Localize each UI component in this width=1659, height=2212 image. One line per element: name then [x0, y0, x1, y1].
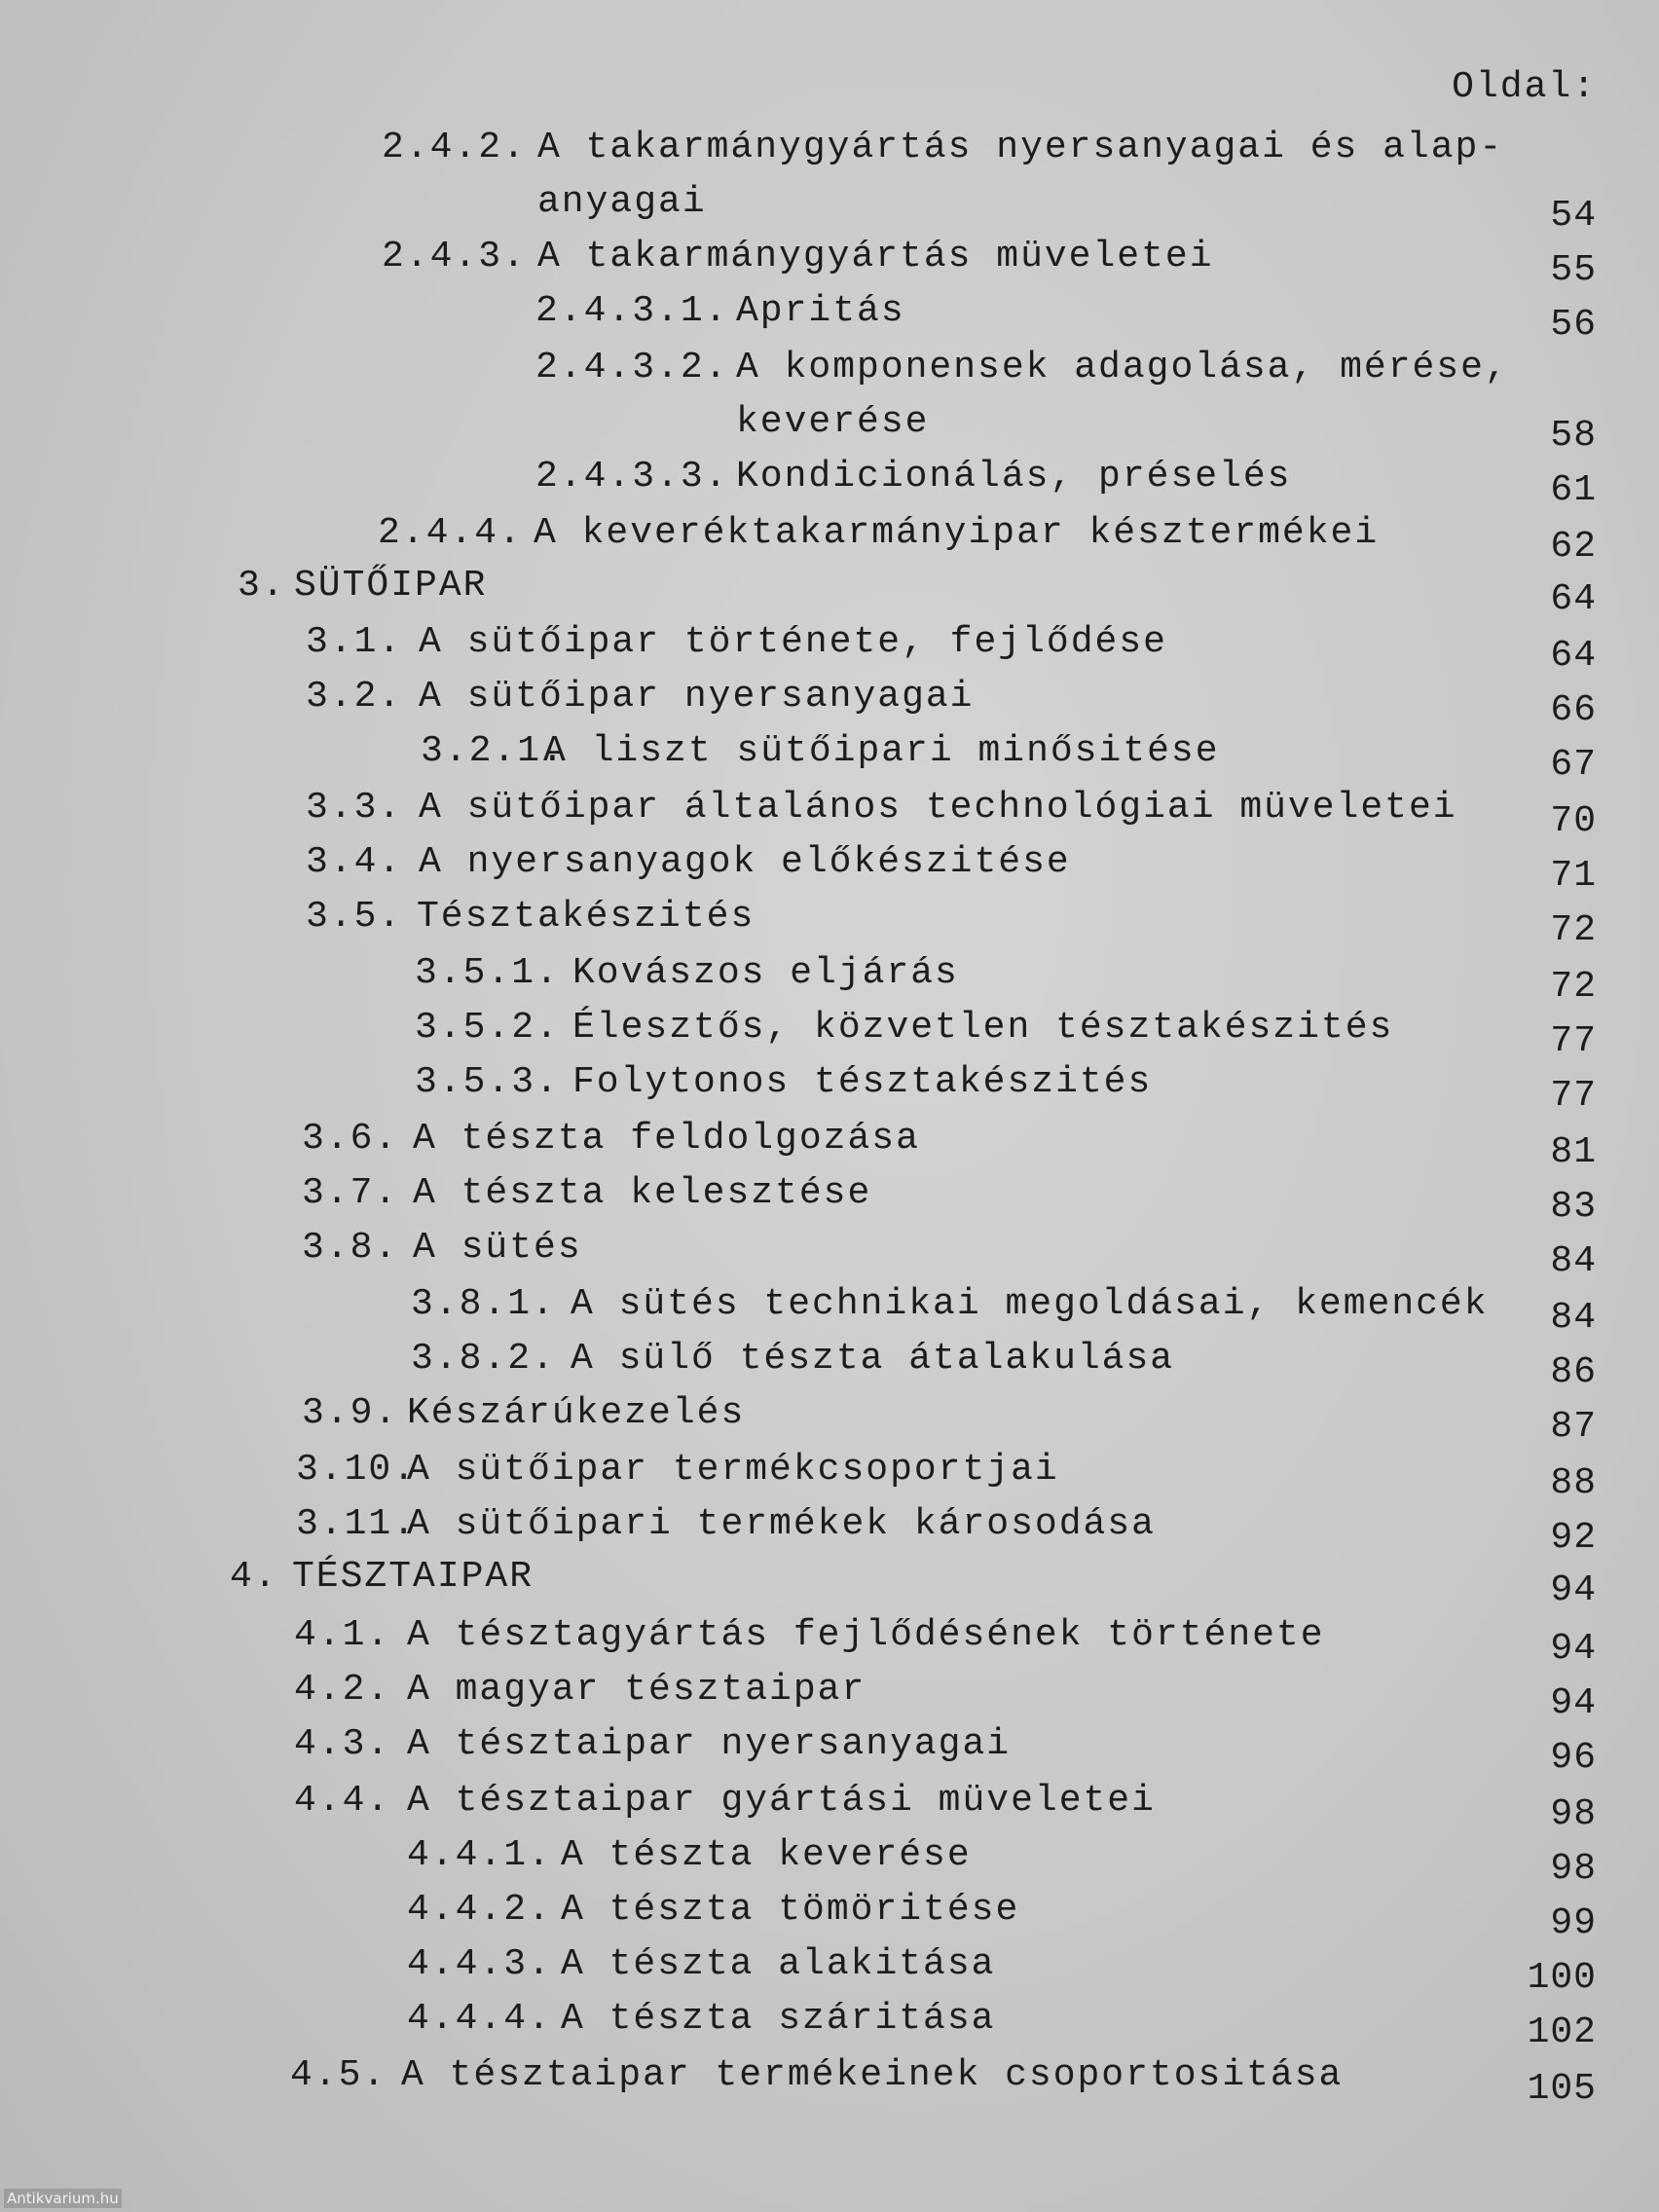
toc-entry — [0, 841, 1659, 896]
toc-entry-page-number: 105 — [1527, 2068, 1597, 2110]
toc-entry-number: 3.2.1. — [421, 730, 566, 772]
toc-entry-title: SÜTŐIPAR — [294, 565, 488, 607]
toc-entry-title: A magyar tésztaipar — [407, 1669, 866, 1711]
toc-entry — [0, 730, 1659, 785]
toc-entry-number: 3.8.2. — [411, 1338, 556, 1380]
toc-entry-page-number: 71 — [1550, 855, 1597, 897]
toc-entry-number: 3.3. — [306, 787, 403, 829]
toc-entry-title: A takarmánygyártás nyersanyagai és alap- — [537, 127, 1504, 168]
toc-entry — [0, 676, 1659, 730]
toc-entry-number: 2.4.3.3. — [535, 456, 729, 498]
toc-entry — [0, 896, 1659, 950]
toc-entry-title: TÉSZTAIPAR — [292, 1556, 535, 1598]
toc-entry-title: Készárúkezelés — [407, 1392, 746, 1434]
toc-entry — [0, 565, 1659, 619]
toc-entry — [0, 512, 1659, 567]
toc-entry — [0, 787, 1659, 841]
toc-entry-title: A takarmánygyártás müveletei — [537, 236, 1214, 277]
toc-entry-page-number: 96 — [1550, 1737, 1597, 1779]
toc-entry-page-number: 64 — [1550, 635, 1597, 677]
toc-entry-page-number: 100 — [1527, 1957, 1597, 1999]
toc-entry-title: Apritás — [736, 290, 905, 332]
toc-entry-title: A tésztagyártás fejlődésének története — [407, 1614, 1325, 1656]
toc-entry-title: A sütőipar termékcsoportjai — [407, 1449, 1059, 1491]
toc-entry-title: A tészta alakitása — [561, 1943, 996, 1985]
toc-entry-number: 4.4.2. — [407, 1889, 552, 1931]
toc-entry — [0, 401, 1659, 456]
toc-entry-page-number: 102 — [1527, 2011, 1597, 2053]
toc-entry-title: A tészta kelesztése — [413, 1172, 872, 1214]
toc-entry-page-number: 94 — [1550, 1682, 1597, 1724]
toc-entry — [0, 1780, 1659, 1834]
toc-entry-number: 3.1. — [306, 621, 403, 663]
toc-entry-number: 3.5. — [306, 896, 403, 938]
toc-entry-title: A sütőipar nyersanyagai — [419, 676, 975, 718]
toc-entry-title: A sütőipar története, fejlődése — [419, 621, 1167, 663]
toc-entry-number: 4.3. — [294, 1723, 391, 1765]
toc-entry-page-number: 56 — [1550, 304, 1597, 346]
toc-entry — [0, 1943, 1659, 1998]
toc-entry-title: A sütőipari termékek károsodása — [407, 1503, 1156, 1545]
toc-entry-title: Folytonos tésztakészités — [572, 1061, 1153, 1103]
toc-entry-number: 2.4.4. — [378, 512, 523, 554]
watermark: Antikvarium.hu — [4, 2189, 122, 2208]
toc-entry-number: 3.5.2. — [415, 1007, 560, 1049]
toc-entry-title: Élesztős, közvetlen tésztakészités — [572, 1007, 1394, 1049]
toc-entry — [0, 1283, 1659, 1338]
toc-entry-title: anyagai — [537, 181, 707, 223]
toc-entry-number: 2.4.3.1. — [535, 290, 729, 332]
toc-entry-title: A sülő tészta átalakulása — [571, 1338, 1175, 1380]
toc-entry-number: 4.4.4. — [407, 1998, 552, 2040]
toc-entry-number: 2.4.3.2. — [535, 347, 729, 388]
toc-entry — [0, 1614, 1659, 1669]
toc-entry-title: A nyersanyagok előkészitése — [419, 841, 1071, 883]
toc-entry-page-number: 84 — [1550, 1297, 1597, 1339]
toc-entry-number: 4.1. — [294, 1614, 391, 1656]
page-column-header: Oldal: — [1452, 66, 1597, 108]
toc-entry — [0, 236, 1659, 290]
toc-entry-number: 2.4.3. — [382, 236, 527, 277]
toc-entry-number: 3.4. — [306, 841, 403, 883]
toc-entry-title: A keveréktakarmányipar késztermékei — [534, 512, 1380, 554]
toc-entry — [0, 1503, 1659, 1558]
toc-entry — [0, 1118, 1659, 1172]
toc-entry-page-number: 88 — [1550, 1462, 1597, 1504]
toc-entry — [0, 1834, 1659, 1889]
toc-entry-page-number: 94 — [1550, 1569, 1597, 1611]
toc-entry — [0, 181, 1659, 236]
toc-entry — [0, 1172, 1659, 1227]
toc-entry — [0, 1723, 1659, 1778]
toc-entry — [0, 2054, 1659, 2109]
toc-entry — [0, 1449, 1659, 1503]
toc-entry-page-number: 92 — [1550, 1517, 1597, 1559]
toc-entry-page-number: 98 — [1550, 1793, 1597, 1835]
toc-entry-title: Kondicionálás, préselés — [736, 456, 1292, 498]
toc-entry — [0, 347, 1659, 401]
toc-entry-number: 3.6. — [302, 1118, 399, 1160]
toc-entry-title: A tésztaipar gyártási müveletei — [407, 1780, 1156, 1822]
toc-entry-title: A sütés — [413, 1227, 582, 1269]
toc-entry-number: 3.7. — [302, 1172, 399, 1214]
toc-entry-number: 4.2. — [294, 1669, 391, 1711]
toc-entry-number: 3.5.3. — [415, 1061, 560, 1103]
toc-entry-page-number: 99 — [1550, 1902, 1597, 1944]
toc-entry-title: Kovászos eljárás — [572, 952, 959, 994]
toc-entry — [0, 1007, 1659, 1061]
toc-entry-number: 3.5.1. — [415, 952, 560, 994]
toc-entry-page-number: 77 — [1550, 1020, 1597, 1062]
toc-entry-page-number: 77 — [1550, 1075, 1597, 1117]
toc-entry-page-number: 55 — [1550, 249, 1597, 291]
toc-entry-page-number: 87 — [1550, 1406, 1597, 1448]
toc-entry-page-number: 86 — [1550, 1351, 1597, 1393]
toc-entry-title: keverése — [736, 401, 930, 443]
toc-entry-title: A tészta tömöritése — [561, 1889, 1020, 1931]
toc-entry — [0, 1338, 1659, 1392]
toc-entry-page-number: 61 — [1550, 469, 1597, 511]
toc-entry — [0, 127, 1659, 181]
toc-entry-title: A tészta száritása — [561, 1998, 996, 2040]
toc-entry — [0, 1061, 1659, 1116]
toc-entry-page-number: 70 — [1550, 800, 1597, 842]
toc-entry — [0, 1669, 1659, 1723]
toc-entry-title: A liszt sütőipari minősitése — [543, 730, 1220, 772]
toc-entry-title: Tésztakészités — [417, 896, 756, 938]
toc-entry-page-number: 94 — [1550, 1628, 1597, 1670]
toc-entry-title: A tésztaipar termékeinek csoportositása — [401, 2054, 1344, 2096]
toc-entry — [0, 1998, 1659, 2052]
toc-entry-page-number: 72 — [1550, 909, 1597, 951]
toc-entry-number: 4. — [230, 1556, 278, 1598]
toc-entry — [0, 456, 1659, 510]
toc-entry-page-number: 64 — [1550, 578, 1597, 620]
toc-entry-page-number: 98 — [1550, 1848, 1597, 1890]
toc-entry-number: 4.5. — [290, 2054, 387, 2096]
toc-entry-page-number: 54 — [1550, 195, 1597, 237]
toc-entry — [0, 621, 1659, 676]
toc-entry-title: A komponensek adagolása, mérése, — [736, 347, 1509, 388]
toc-entry-page-number: 83 — [1550, 1186, 1597, 1228]
toc-entry — [0, 1556, 1659, 1610]
toc-entry-number: 3.2. — [306, 676, 403, 718]
toc-entry-page-number: 58 — [1550, 415, 1597, 457]
toc-entry-number: 2.4.2. — [382, 127, 527, 168]
toc-entry — [0, 1889, 1659, 1943]
toc-entry-page-number: 67 — [1550, 744, 1597, 786]
toc-entry-number: 3.8. — [302, 1227, 399, 1269]
toc-entry-number: 4.4.3. — [407, 1943, 552, 1985]
toc-entry-number: 4.4.1. — [407, 1834, 552, 1876]
toc-entry-page-number: 62 — [1550, 526, 1597, 568]
toc-entry-number: 4.4. — [294, 1780, 391, 1822]
toc-entry-page-number: 81 — [1550, 1131, 1597, 1173]
toc-entry-number: 3.8.1. — [411, 1283, 556, 1325]
toc-entry — [0, 290, 1659, 345]
toc-entry — [0, 1227, 1659, 1281]
toc-entry-number: 3.11. — [296, 1503, 418, 1545]
toc-entry — [0, 1392, 1659, 1447]
toc-entry-title: A tészta feldolgozása — [413, 1118, 920, 1160]
toc-entry-title: A tészta keverése — [561, 1834, 972, 1876]
toc-entry-title: A tésztaipar nyersanyagai — [407, 1723, 1012, 1765]
toc-entry-title: A sütés technikai megoldásai, kemencék — [571, 1283, 1489, 1325]
toc-entry-page-number: 66 — [1550, 689, 1597, 731]
toc-entry-title: A sütőipar általános technológiai müveletei — [419, 787, 1457, 829]
toc-entry-number: 3. — [238, 565, 286, 607]
toc-entry-page-number: 72 — [1550, 966, 1597, 1008]
toc-entry-page-number: 84 — [1550, 1240, 1597, 1282]
toc-entry-number: 3.10. — [296, 1449, 418, 1491]
toc-entry — [0, 952, 1659, 1007]
toc-entry-number: 3.9. — [302, 1392, 399, 1434]
